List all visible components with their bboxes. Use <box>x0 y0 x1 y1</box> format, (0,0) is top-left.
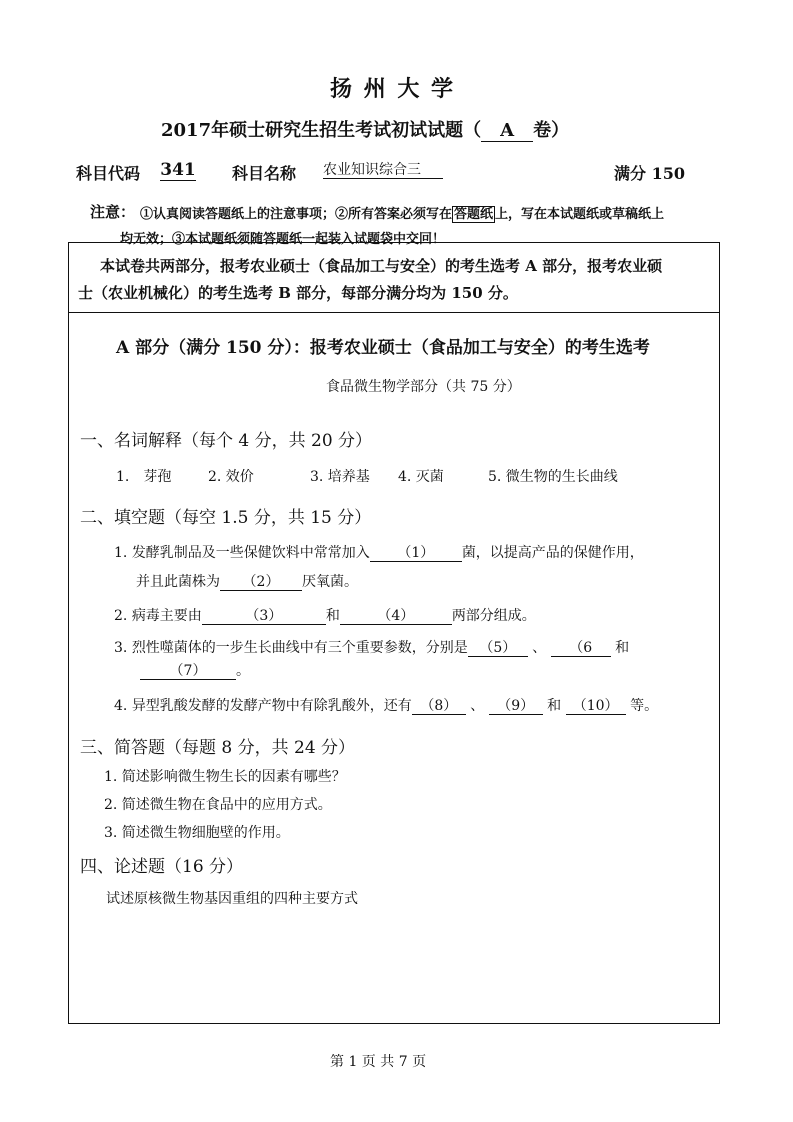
part-a-subtitle: 食品微生物学部分（共 75 分） <box>326 379 521 395</box>
term-5: 5. 微生物的生长曲线 <box>488 469 618 485</box>
fill-question-3-line-1: 3. 烈性噬菌体的一步生长曲线中有三个重要参数，分别是 （5） 、 （6 和 <box>114 640 630 656</box>
section-1-title: 一、名词解释（每个 4 分，共 20 分） <box>80 431 373 451</box>
full-score: 满分 150 <box>614 164 685 183</box>
notice-line-2: 均无效；③本试题纸须随答题纸一起装入试题袋中交回！ <box>120 232 446 247</box>
notice-label: 注意： <box>90 203 136 221</box>
subject-code: 341 <box>160 160 196 180</box>
subject-name-label: 科目名称 <box>232 164 297 183</box>
short-question-1: 1. 简述影响微生物生长的因素有哪些？ <box>104 769 346 785</box>
university-name: 扬 州 大 学 <box>330 76 455 102</box>
blank-5: （5） <box>468 641 528 657</box>
fill-question-3-line-2: （7） 。 <box>140 660 250 680</box>
answer-sheet-box: 答题纸 <box>454 207 494 222</box>
blank-7: （7） <box>140 664 236 680</box>
blank-4: （4） <box>340 609 452 625</box>
page-footer: 第 1 页 共 7 页 <box>330 1054 427 1070</box>
blank-9: （9） <box>489 699 543 715</box>
part-a-title: A 部分（满分 150 分）：报考农业硕士（食品加工与安全）的考生选考 <box>116 338 650 358</box>
section-4-title: 四、论述题（16 分） <box>80 857 244 877</box>
fill-question-2: 2. 病毒主要由 （3） 和 （4） 两部分组成。 <box>114 608 536 624</box>
section-3-title: 三、简答题（每题 8 分，共 24 分） <box>80 738 356 758</box>
blank-2: （2） <box>220 575 302 591</box>
term-3: 3. 培养基 <box>310 469 370 485</box>
short-question-2: 2. 简述微生物在食品中的应用方式。 <box>104 797 332 813</box>
essay-question: 试述原核微生物基因重组的四种主要方式 <box>106 891 358 907</box>
fill-question-1-line-1: 1. 发酵乳制品及一些保健饮料中常常加入 （1） 菌，以提高产品的保健作用， <box>114 545 644 561</box>
section-2-title: 二、填空题（每空 1.5 分，共 15 分） <box>80 508 372 528</box>
blank-6: （6 <box>551 641 611 657</box>
paper-type: A <box>481 122 533 142</box>
short-question-3: 3. 简述微生物细胞壁的作用。 <box>104 825 290 841</box>
term-4: 4. 灭菌 <box>398 469 444 485</box>
fill-question-1-line-2: 并且此菌株为 （2） 厌氧菌。 <box>136 574 358 590</box>
intro-line-1: 本试卷共两部分，报考农业硕士（食品加工与安全）的考生选考 A 部分，报考农业硕 <box>100 257 663 275</box>
notice-line-1: ①认真阅读答题纸上的注意事项；②所有答案必须写在 答题纸 上，写在本试题纸或草稿纸上 <box>140 207 665 222</box>
blank-8: （8） <box>412 699 466 715</box>
fill-question-4: 4. 异型乳酸发酵的发酵产物中有除乳酸外，还有 （8） 、 （9） 和 （10） 等。 <box>114 698 659 714</box>
intro-line-2: 士（农业机械化）的考生选考 B 部分，每部分满分均为 150 分。 <box>78 284 518 302</box>
term-2: 2. 效价 <box>208 469 254 485</box>
blank-1: （1） <box>370 546 462 562</box>
intro-divider <box>68 312 720 313</box>
blank-10: （10） <box>566 699 626 715</box>
term-1: 1. 芽孢 <box>116 469 172 485</box>
exam-title: 2017年硕士研究生招生考试初试试题（ A 卷） <box>161 120 570 141</box>
subject-code-label: 科目代码 <box>76 164 141 183</box>
subject-name: 农业知识综合三 <box>323 163 443 179</box>
blank-3: （3） <box>202 609 326 625</box>
